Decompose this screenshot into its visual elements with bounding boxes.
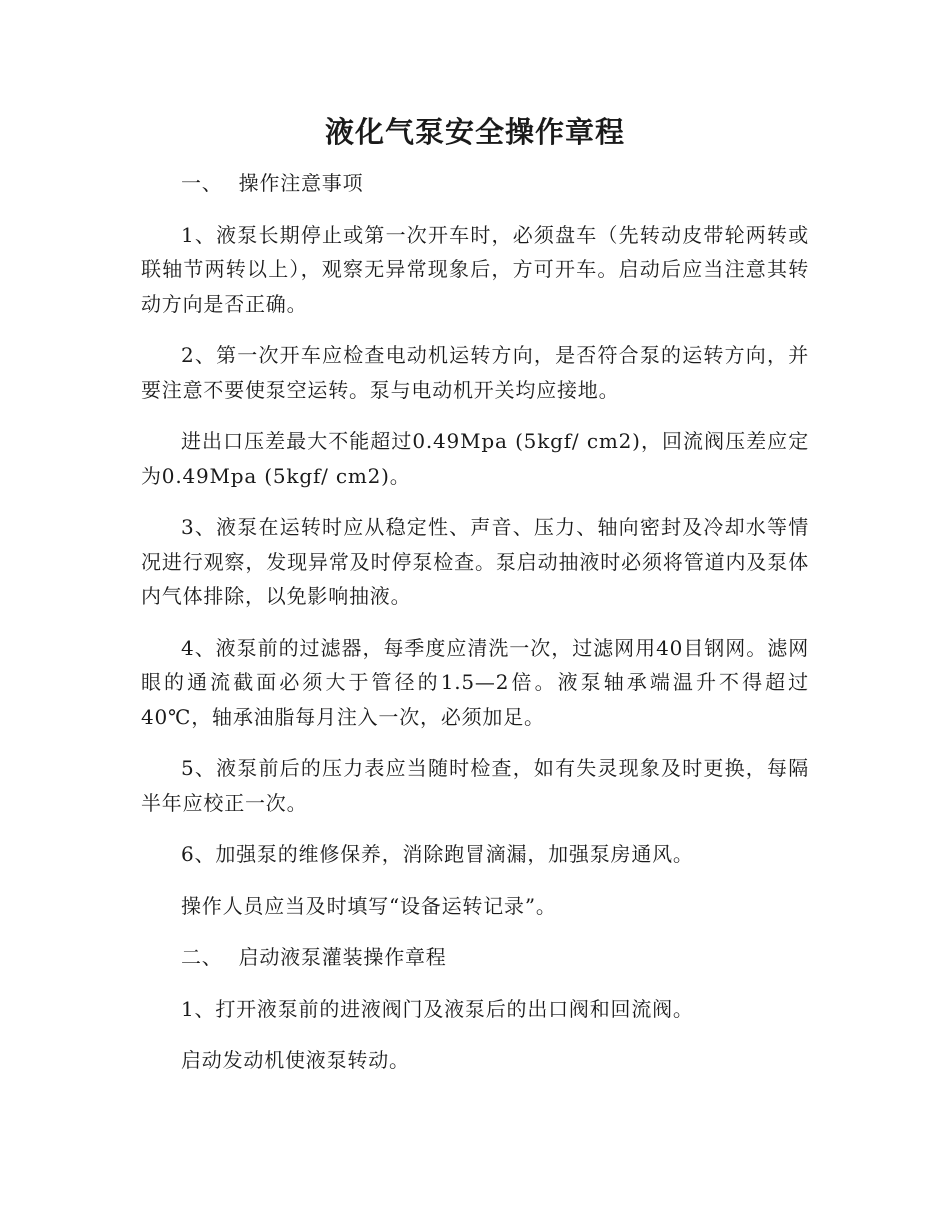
section-heading-1 [141,166,809,201]
paragraph-1: 1、液泵长期停止或第一次开车时，必须盘车（先转动皮带轮两转或联轴节两转以上），观察无异常现象后，方可开车。启动后应当注意其转动方向是否正确。 [141,222,809,316]
section-title-2: 启动液泵灌装操作章程 [238,945,447,969]
paragraph-3: 进出口压差最大不能超过0.49Mpa (5kgf/ cm2)，回流阀压差应定为0.49Mpa (5kgf/ cm2)。 [141,429,809,488]
paragraph-5: 4、液泵前的过滤器，每季度应清洗一次，过滤网用40目钢网。滤网眼的通流截面必须大于管径的1.5—2倍。液泵轴承端温升不得超过40℃，轴承油脂每月注入一次，必须加足。 [141,635,809,729]
paragraph-2: 2、第一次开车应检查电动机运转方向，是否符合泵的运转方向，并要注意不要使泵空运转。泵与电动机开关均应接地。 [141,343,809,402]
paragraph-8: 操作人员应当及时填写“设备运转记录”。 [181,893,557,918]
paragraph-4: 3、液泵在运转时应从稳定性、声音、压力、轴向密封及冷却水等情况进行观察，发现异常及时停泵检查。泵启动抽液时必须将管道内及泵体内气体排除，以免影响抽液。 [141,515,809,608]
document-body [141,166,809,1095]
document-title: 液化气泵安全操作章程 [324,115,625,149]
paragraph-10: 启动发动机使液泵转动。 [181,1048,410,1072]
section-title-1: 操作注意事项 [238,171,364,195]
section-number-2: 二、 [181,945,223,969]
section-heading-2 [141,940,809,975]
section-number-1: 一、 [181,171,223,195]
paragraph-7: 6、加强泵的维修保养，消除跑冒滴漏，加强泵房通风。 [181,842,694,866]
paragraph-9: 1、打开液泵前的进液阀门及液泵后的出口阀和回流阀。 [181,996,694,1021]
paragraph-6: 5、液泵前后的压力表应当随时检查，如有失灵现象及时更换，每隔半年应校正一次。 [141,756,809,815]
